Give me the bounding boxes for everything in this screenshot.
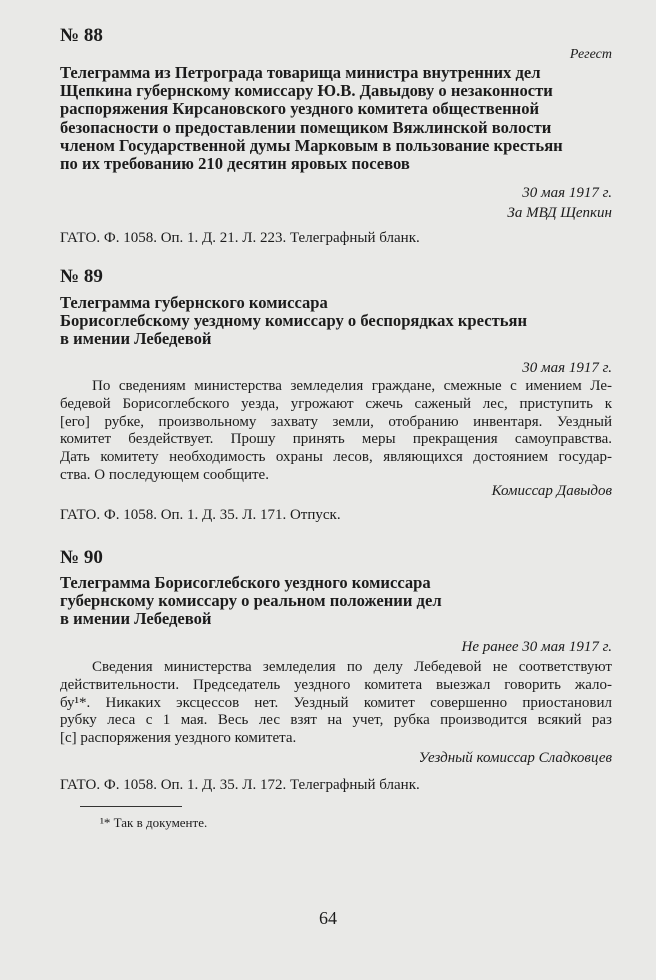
footnote-divider	[80, 806, 182, 807]
title-line: безопасности о предоставлении помещиком Вяжлинской волости	[60, 117, 552, 137]
document-number: № 90	[60, 547, 103, 568]
archive-reference: ГАТО. Ф. 1058. Оп. 1. Д. 35. Л. 171. Отпуск.	[60, 507, 341, 523]
title-line: распоряжения Кирсановского уездного комитета общественной	[60, 99, 540, 119]
body-line: Сведения министерства земледелия по делу Лебедевой не соответствуют	[92, 659, 612, 675]
document-body	[60, 659, 612, 748]
title-line: губернскому комиссару о реальном положении дел	[60, 591, 442, 611]
document-body	[60, 378, 612, 485]
document-title	[60, 294, 620, 349]
body-line: бу¹*. Никаких эксцессов нет. Уездный комитет совершенно приостановил	[60, 694, 612, 711]
archive-reference: ГАТО. Ф. 1058. Оп. 1. Д. 35. Л. 172. Телеграфный бланк.	[60, 777, 420, 793]
document-signature: За МВД Щепкин	[507, 205, 612, 221]
title-line: Борисоглебскому уездному комиссару о беспорядках крестьян	[60, 311, 528, 331]
archive-reference: ГАТО. Ф. 1058. Оп. 1. Д. 21. Л. 223. Телеграфный бланк.	[60, 230, 420, 246]
document-signature: Комиссар Давыдов	[491, 483, 612, 499]
document-number: № 88	[60, 25, 103, 46]
document-title	[60, 64, 620, 173]
body-line: действительности. Председатель уездного комитета выезжал говорить жало-	[60, 676, 612, 693]
document-date: 30 мая 1917 г.	[522, 185, 612, 201]
document-date: 30 мая 1917 г.	[522, 360, 612, 376]
document-signature: Уездный комиссар Сладковцев	[418, 750, 612, 766]
body-line: комитет бездействует. Прошу принять меры прекращения самоуправства.	[60, 431, 612, 448]
body-line: ства. О последующем сообщите.	[60, 466, 269, 483]
document-title	[60, 574, 620, 629]
title-line: Телеграмма из Петрограда товарища министра внутренних дел	[60, 63, 541, 82]
title-line: Телеграмма губернского комиссара	[60, 293, 328, 312]
document-date: Не ранее 30 мая 1917 г.	[461, 639, 612, 655]
title-line: в имении Лебедевой	[60, 609, 212, 629]
title-line: Телеграмма Борисоглебского уездного комиссара	[60, 573, 431, 592]
regest-label: Регест	[569, 47, 612, 62]
document-number: № 89	[60, 266, 103, 287]
title-line: членом Государственной думы Марковым в пользование крестьян	[60, 135, 563, 155]
title-line: по их требованию 210 десятин яровых посевов	[60, 153, 410, 173]
body-line: [его] рубке, произвольному захвату земли, отобранию инвентаря. Уездный	[60, 413, 612, 430]
body-line: По сведениям министерства земледелия граждане, смежные с имением Ле-	[92, 378, 612, 394]
body-line: [с] распоряжения уездного комитета.	[60, 730, 297, 747]
body-line: рубку леса с 1 мая. Весь лес взят на учет, рубка производится всякий раз	[60, 712, 612, 729]
title-line: в имении Лебедевой	[60, 329, 212, 349]
body-line: Дать комитету необходимость охраны лесов, являющихся достоянием государ-	[60, 449, 612, 466]
title-line: Щепкина губернскому комиссару Ю.В. Давыдову о незаконности	[60, 81, 553, 101]
footnote: ¹* Так в документе.	[100, 815, 208, 830]
body-line: бедевой Борисоглебского уезда, угрожают сжечь саженый лес, приступить к	[60, 395, 612, 412]
page-number: 64	[319, 908, 337, 928]
